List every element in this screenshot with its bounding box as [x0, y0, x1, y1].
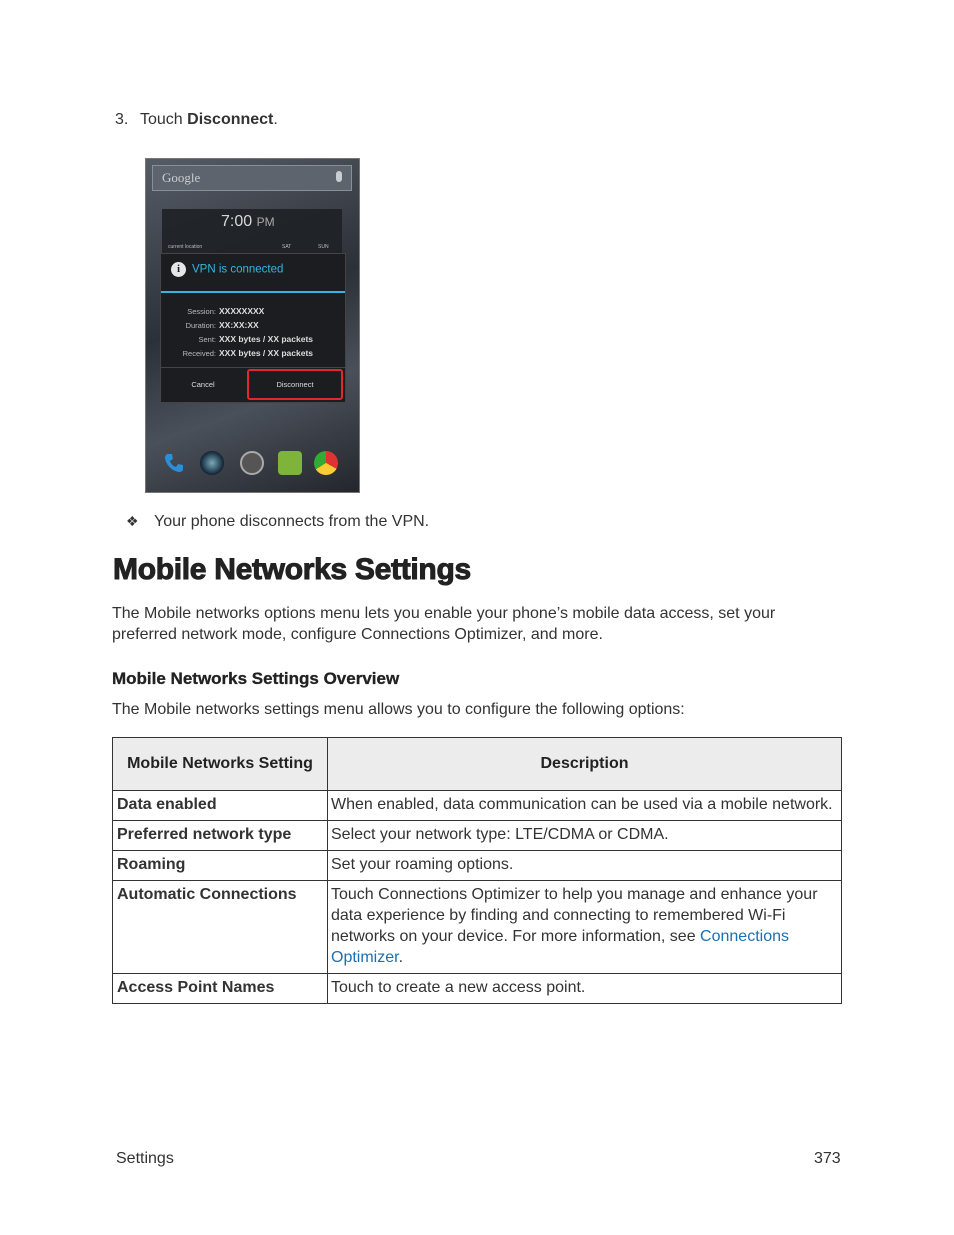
- button-divider: [161, 367, 345, 368]
- camera-app-icon[interactable]: [200, 451, 224, 475]
- dialog-title: [171, 262, 283, 277]
- setting-desc: When enabled, data communication can be used via a mobile network.: [328, 791, 842, 821]
- received-row: [161, 348, 345, 358]
- sent-value: XXX bytes / XX packets: [219, 334, 314, 344]
- vpn-dialog: [160, 253, 346, 403]
- section-title: Mobile Networks Settings: [113, 553, 471, 586]
- table-row: [113, 851, 842, 881]
- step-prefix: Touch: [140, 111, 188, 128]
- chrome-icon[interactable]: [314, 451, 338, 475]
- clock-time: [221, 213, 275, 231]
- diamond-bullet-icon: ❖: [126, 513, 139, 529]
- disconnect-button[interactable]: Disconnect: [247, 369, 343, 400]
- table-header-row: [113, 738, 842, 791]
- setting-desc-after: .: [398, 949, 404, 966]
- table-row: [113, 791, 842, 821]
- footer-section-name: Settings: [116, 1150, 174, 1167]
- sent-label: Sent:: [198, 335, 216, 344]
- messaging-icon[interactable]: [278, 451, 302, 475]
- search-logo: Google: [162, 170, 201, 185]
- connections-optimizer-link[interactable]: Connections Optimizer: [331, 928, 789, 966]
- phone-icon[interactable]: [162, 451, 186, 475]
- location-label: current location: [168, 244, 203, 250]
- result-bullet: [126, 513, 429, 531]
- duration-label: Duration:: [185, 321, 216, 330]
- setting-name: Automatic Connections: [113, 881, 328, 974]
- app-drawer-icon[interactable]: [240, 451, 264, 475]
- section-intro: The Mobile networks options menu lets you enable your phone’s mobile data access, set your preferred network mode, configure Connections Optimizer, and more.: [112, 605, 776, 643]
- received-label: Received:: [182, 349, 216, 358]
- received-value: XXX bytes / XX packets: [219, 348, 314, 358]
- mic-icon: [336, 171, 342, 182]
- day-sat: SAT: [282, 244, 292, 250]
- section-lead: The Mobile networks settings menu allows you to configure the following options:: [112, 701, 685, 718]
- setting-desc: Select your network type: LTE/CDMA or CDMA.: [328, 821, 842, 851]
- header-setting: Mobile Networks Setting: [113, 738, 328, 791]
- section-subtitle: Mobile Networks Settings Overview: [112, 669, 400, 688]
- step-action: Disconnect: [187, 111, 274, 128]
- session-value: XXXXXXXX: [219, 306, 265, 316]
- setting-name: Roaming: [113, 851, 328, 881]
- result-text: Your phone disconnects from the VPN.: [154, 513, 430, 530]
- table-row: [113, 821, 842, 851]
- clock-time-value: 7:00: [221, 213, 253, 230]
- setting-desc: Touch to create a new access point.: [328, 974, 842, 1004]
- phone-screenshot: [145, 158, 360, 493]
- setting-desc-cell: [328, 881, 842, 974]
- setting-name: Data enabled: [113, 791, 328, 821]
- session-label: Session:: [187, 307, 216, 316]
- dialog-divider: [161, 291, 345, 293]
- footer-page-number: 373: [814, 1150, 841, 1167]
- session-row: [161, 306, 345, 316]
- sent-row: [161, 334, 345, 344]
- google-search-bar: [152, 165, 352, 191]
- duration-value: XX:XX:XX: [219, 320, 259, 330]
- step-instruction: [115, 111, 278, 129]
- clock-ampm: PM: [256, 215, 275, 229]
- step-number: 3.: [115, 111, 129, 128]
- step-suffix: .: [273, 111, 278, 128]
- setting-name: Access Point Names: [113, 974, 328, 1004]
- dialog-title-text: VPN is connected: [192, 263, 284, 276]
- cancel-button[interactable]: Cancel: [191, 380, 215, 389]
- table-row: [113, 974, 842, 1004]
- info-icon: i: [171, 262, 186, 277]
- setting-desc: Set your roaming options.: [328, 851, 842, 881]
- header-description: Description: [328, 738, 842, 791]
- setting-desc: Touch Connections Optimizer to help you manage and enhance your data experience by finding and connecting to remembered Wi-Fi networks on your device. For more information, see: [331, 886, 818, 945]
- app-dock: [162, 451, 344, 479]
- options-table: [112, 737, 842, 1004]
- day-sun: SUN: [318, 244, 329, 250]
- duration-row: [161, 320, 345, 330]
- table-row: [113, 881, 842, 974]
- setting-name: Preferred network type: [113, 821, 328, 851]
